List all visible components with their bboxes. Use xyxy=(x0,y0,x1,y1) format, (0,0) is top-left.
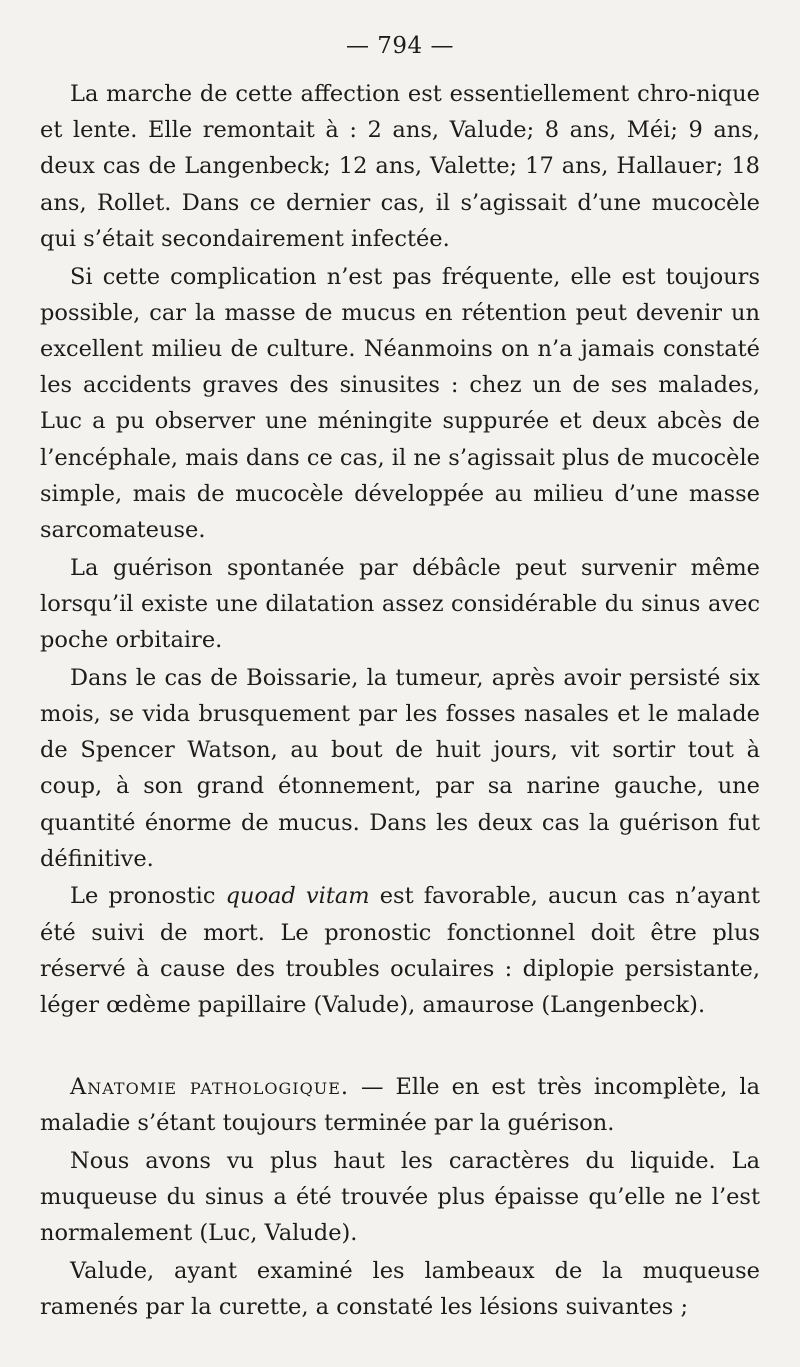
paragraph-prognosis xyxy=(40,878,760,1023)
paragraph-complication: Si cette complication n’est pas fréquente, elle est toujours possible, car la masse de mucus en rétention peut devenir un excellent milieu de culture. Néanmoins on n’a jamais constaté les accidents graves des sinusites : chez un de ses malades, Luc a pu observer une méningite suppurée et deux abcès de l’encéphale, mais dans ce cas, il ne s’agissait plus de mucocèle simple, mais de mucocèle développée au milieu d’une masse sarcomateuse. xyxy=(40,263,760,543)
section-gap xyxy=(40,1025,760,1069)
paragraph-valude-lesions: Valude, ayant examiné les lambeaux de la muqueuse ramenés par la curette, a constaté les lésions suivantes ; xyxy=(40,1257,760,1320)
prognosis-italic-term: quoad vitam xyxy=(225,883,370,910)
paragraph-liquid-characters: Nous avons vu plus haut les caractères du liquide. La muqueuse du sinus a été trouvée plus épaisse qu’elle ne l’est normalement (Luc, Valude). xyxy=(40,1147,760,1247)
section-heading: Anatomie pathologique. xyxy=(70,1073,350,1100)
paragraph-boissarie-case: Dans le cas de Boissarie, la tumeur, après avoir persisté six mois, se vida brusquement par les fosses nasales et le malade de Spencer Watson, au bout de huit jours, vit sortir tout à coup, à son grand étonnement, par sa narine gauche, une quantité énorme de mucus. Dans les deux cas la guérison fut définitive. xyxy=(40,664,760,872)
prognosis-rest: est favorable, aucun cas n’ayant été suivi de mort. Le pronostic fonctionnel doit être plus réservé à cause des troubles oculaires : diplopie persistante, léger œdème papillaire (Valude), amaurose (Langenbeck). xyxy=(40,883,761,1019)
paragraph-spontaneous-healing: La guérison spontanée par débâcle peut survenir même lorsqu’il existe une dilatation assez considérable du sinus avec poche orbitaire. xyxy=(40,554,760,654)
pathology-intro-text: — Elle en est très incomplète, la maladie s’étant toujours terminée par la guérison. xyxy=(40,1073,760,1136)
prognosis-lead: Le pronostic xyxy=(70,883,226,910)
page-number: — 794 — xyxy=(345,33,455,59)
paragraph-course-of-disease: La marche de cette affection est essentiellement chro-nique et lente. Elle remontait à : 2 ans, Valude; 8 ans, Méi; 9 ans, deux cas de Langenbeck; 12 ans, Valette; 17 ans, Hallauer; 18 ans, Rollet. Dans ce dernier cas, il s’agissait d’une mucocèle qui s’était secondairement infectée. xyxy=(40,81,760,252)
paragraph-pathological-anatomy xyxy=(40,1069,760,1141)
